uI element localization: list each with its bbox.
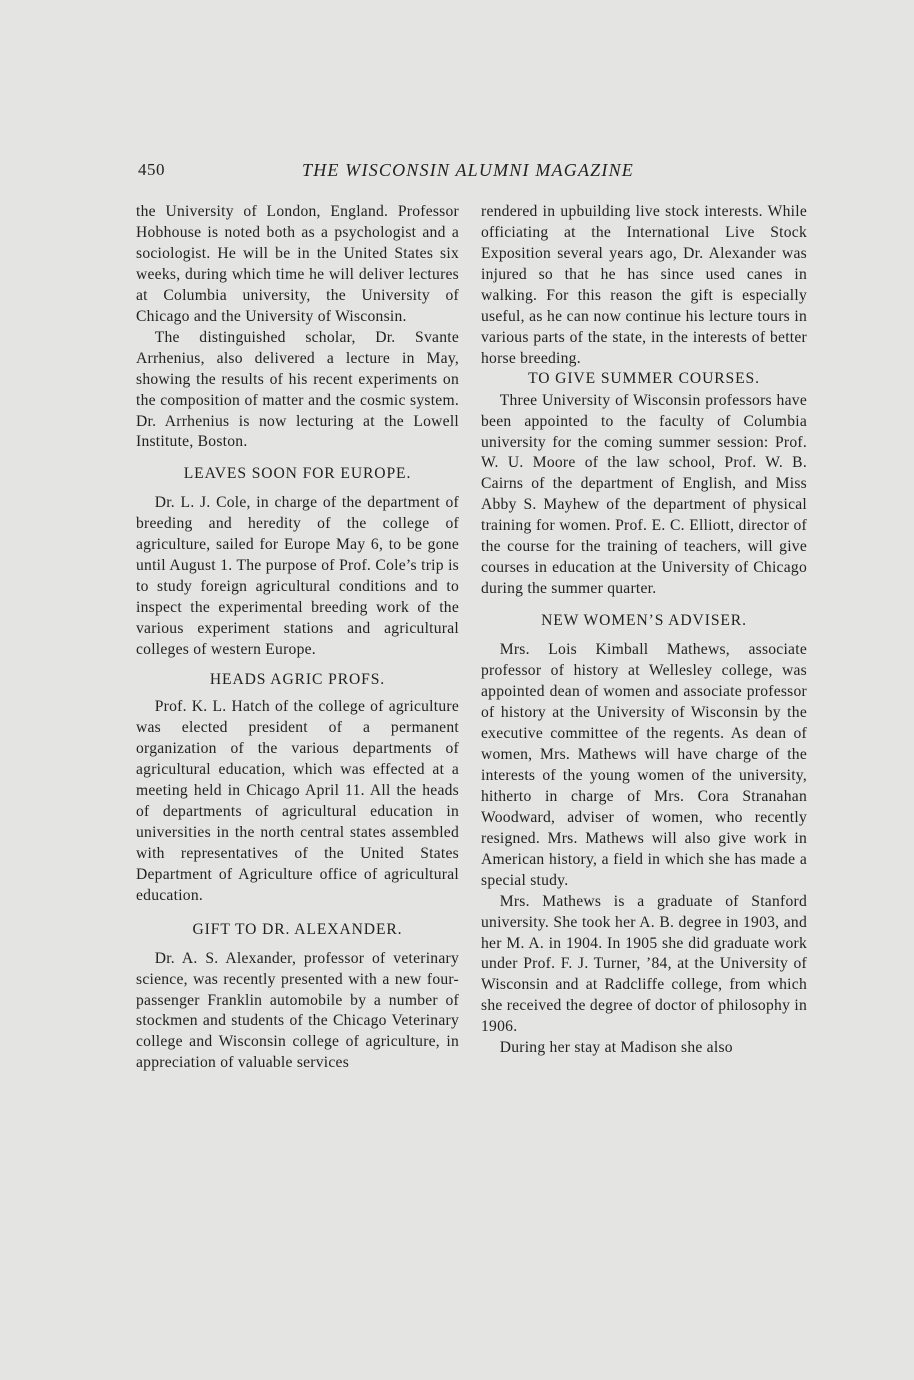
- heading-summer-courses: TO GIVE SUMMER COURSES.: [528, 369, 760, 387]
- heading-womens-adviser: NEW WOMEN’S ADVISER.: [541, 612, 747, 630]
- cole-paragraph: Dr. L. J. Cole, in charge of the department of breeding and heredity of the college of agriculture, sailed for Europe May 6, to be gone until August 1. The purpose of Prof. Cole’s trip is to study foreign agricultural conditions and to inspect the experimental breeding work of the various experiment stations and agricultural colleges of western Europe.: [136, 494, 459, 659]
- heading-leaves-for-europe: LEAVES SOON FOR EUROPE.: [183, 465, 412, 483]
- summer-courses-paragraph: Three University of Wisconsin professors have been appointed to the faculty of Columbia university for the coming summer session: Prof. W. U. Moore of the law school, Prof. W. B. Cairns of the department of English, and Miss Abby S. Mayhew of the department of physical training for women. Prof. E. C. Elliott, director of the course for the training of teachers, will give courses in education at the University of Chicago during the summer quarter.: [481, 391, 807, 598]
- page-number: 450: [138, 160, 165, 179]
- hatch-paragraph: Prof. K. L. Hatch of the college of agriculture was elected president of a permanent organization of the various departments of agricultural education, which was effected at a meeting held in Chicago April 11. All the heads of departments of agricultural education in universities in the north central states assembled with representatives of the United States Department of Agriculture office of agricultural education.: [136, 698, 459, 904]
- madison-stay-paragraph: During her stay at Madison she also: [499, 1039, 733, 1057]
- alexander-paragraph: Dr. A. S. Alexander, professor of veterinary science, was recently presented with a new four-passenger Franklin automobile by a number of stockmen and students of the Chicago Veterinary college and Wisconsin college of agriculture, in appreciation of valuable services: [136, 949, 459, 1072]
- running-title: THE WISCONSIN ALUMNI MAGAZINE: [302, 160, 634, 180]
- right-column: [481, 202, 807, 1059]
- mathews-education-paragraph: Mrs. Mathews is a graduate of Stanford university. She took her A. B. degree in 1903, and her M. A. in 1904. In 1905 she did graduate work under Prof. F. J. Turner, ’84, at the University of Wisconsin and at Radcliffe college, from which she received the degree of doctor of philosophy in 1906.: [481, 892, 807, 1036]
- arrhenius-paragraph: The distinguished scholar, Dr. Svante Arrhenius, also delivered a lecture in May, showing the results of his recent experiments on the composition of matter and the cosmic system. Dr. Arrhenius is now lecturing at the Lowell Institute, Boston.: [136, 328, 459, 451]
- heading-gift-to-alexander: GIFT TO DR. ALEXANDER.: [192, 920, 403, 938]
- heading-heads-agric-profs: HEADS AGRIC PROFS.: [209, 671, 386, 689]
- mathews-appointment-paragraph: Mrs. Lois Kimball Mathews, associate professor of history at Wellesley college, was appointed dean of women and associate professor of history at the University of Wisconsin by the executive committee of the regents. As dean of women, Mrs. Mathews will have charge of the interests of the young women of the university, hitherto in charge of Mrs. Cora Stranahan Woodward, adviser of women, who recently resigned. Mrs. Mathews will also give work in American history, a field in which she has made a special study.: [481, 641, 807, 889]
- left-column: [136, 202, 459, 1074]
- page-header: [138, 160, 646, 184]
- alexander-continued-paragraph: rendered in upbuilding live stock interests. While officiating at the International Live Stock Exposition several years ago, Dr. Alexander was injured so that he has since used canes in walking. For this reason the gift is especially useful, as he can now continue his lecture tours in various parts of the state, in the interests of better horse breeding.: [481, 203, 807, 367]
- hobhouse-paragraph: the University of London, England. Professor Hobhouse is noted both as a psychologist and a sociologist. He will be in the United States six weeks, during which time he will deliver lectures at Columbia university, the University of Chicago and the University of Wisconsin.: [136, 203, 459, 325]
